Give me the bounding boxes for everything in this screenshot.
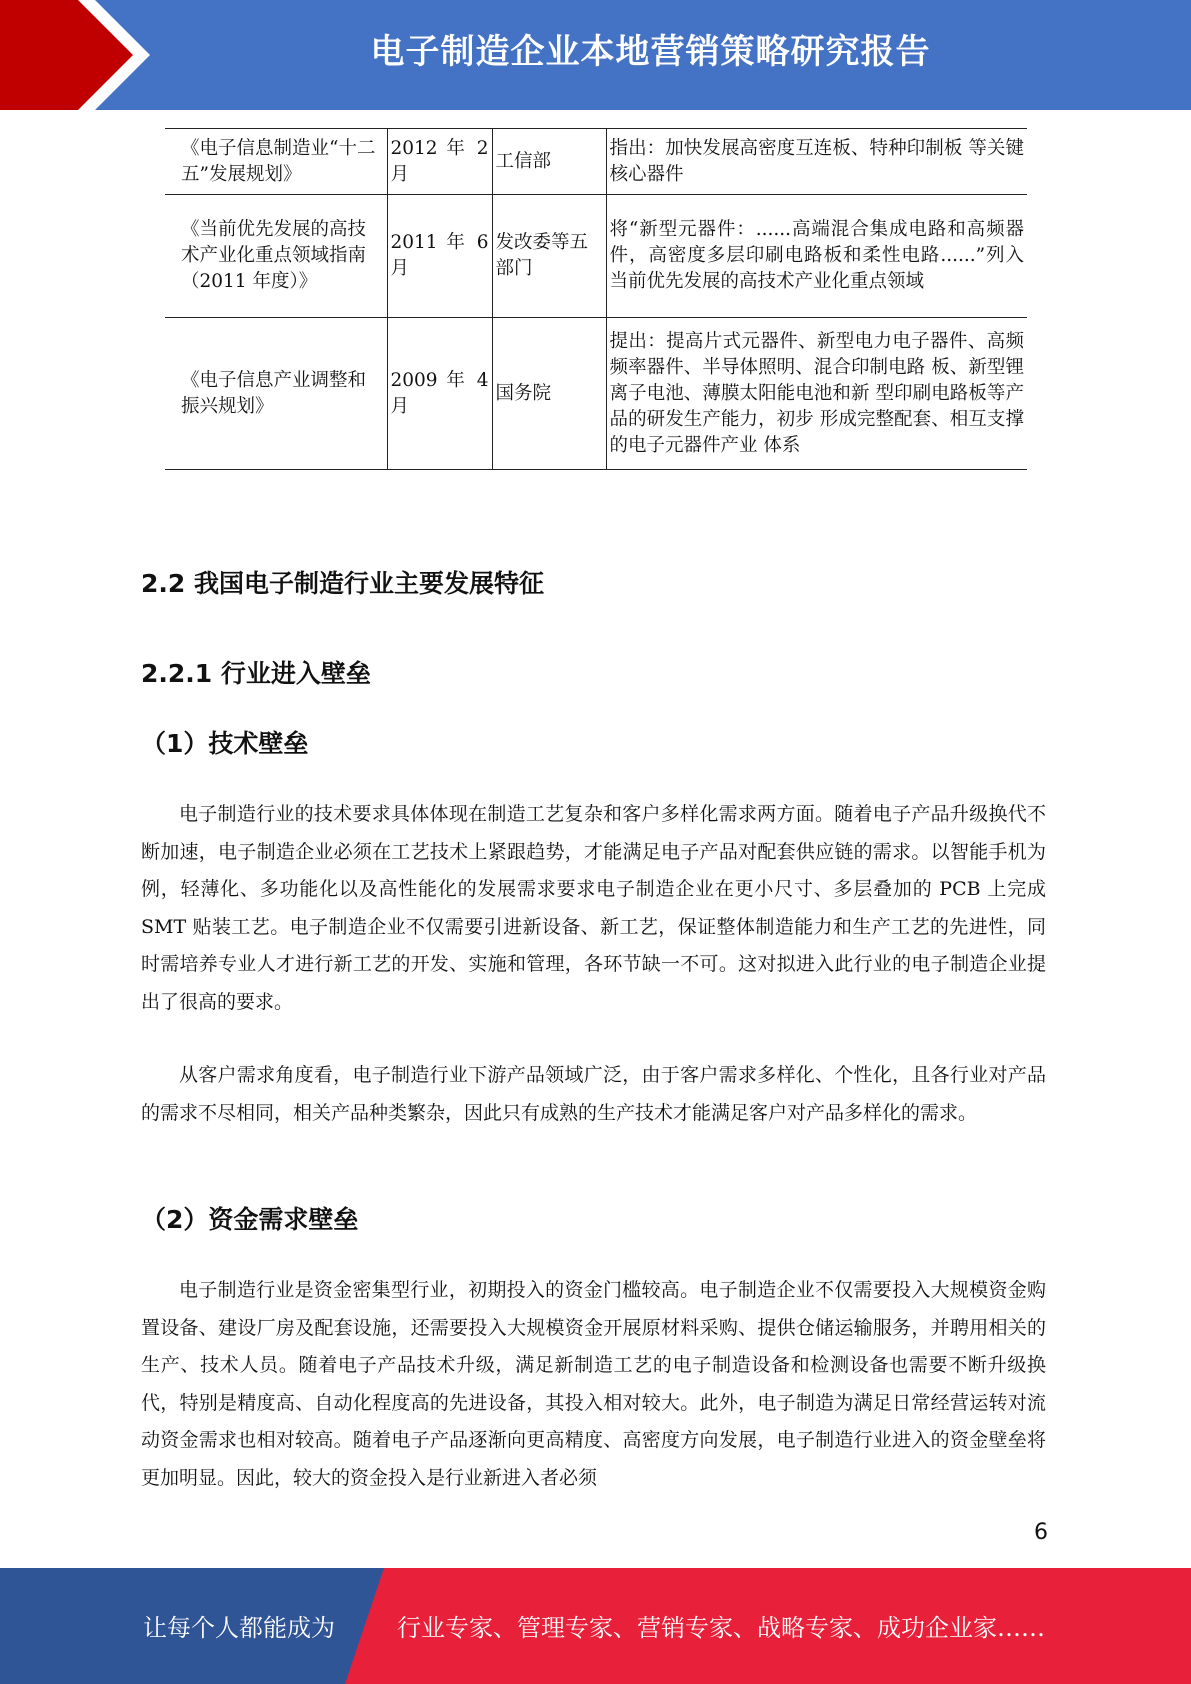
- policy-dept-cell: 工信部: [492, 129, 606, 195]
- policy-content-cell: 指出：加快发展高密度互连板、特种印制板 等关键核心器件: [606, 129, 1027, 195]
- page-number: 6: [1034, 1520, 1048, 1545]
- policy-name-cell: 《当前优先发展的高技术产业化重点领域指南（2011 年度）》: [165, 195, 387, 318]
- policy-content-cell: 将“新型元器件：......高端混合集成电路和高频器件，高密度多层印刷电路板和柔性电路......”列入当前优先发展的高技术产业化重点领域: [606, 195, 1027, 318]
- policy-content-cell: 提出：提高片式元器件、新型电力电子器件、高频频率器件、半导体照明、混合印制电路 板、新型锂离子电池、薄膜太阳能电池和新 型印刷电路板等产品的研发生产能力，初步 形成完整配套、相互支撑的电子元器件产业 体系: [606, 318, 1027, 470]
- policy-date-cell: 2009 年 4 月: [387, 318, 492, 470]
- paragraph-capital: 电子制造行业是资金密集型行业，初期投入的资金门槛较高。电子制造企业不仅需要投入大规模资金购置设备、建设厂房及配套设施，还需要投入大规模资金开展原材料采购、提供仓储运输服务，并聘用相关的生产、技术人员。随着电子产品技术升级，满足新制造工艺的电子制造设备和检测设备也需要不断升级换代，特别是精度高、自动化程度高的先进设备，其投入相对较大。此外，电子制造为满足日常经营运转对流动资金需求也相对较高。随着电子产品逐渐向更高精度、高密度方向发展，电子制造行业进入的资金壁垒将更加明显。因此，较大的资金投入是行业新进入者必须: [141, 1279, 1046, 1489]
- header-title: 电子制造企业本地营销策略研究报告: [370, 32, 931, 72]
- policy-name-cell: 《电子信息制造业“十二五”发展规划》: [165, 129, 387, 195]
- subheading-tech-barrier: （1）技术壁垒: [141, 729, 309, 758]
- table-row: [165, 195, 1027, 318]
- table-row: [165, 318, 1027, 470]
- policy-table: [165, 128, 1027, 470]
- table-row: [165, 129, 1027, 195]
- paragraph-tech-1: 电子制造行业的技术要求具体体现在制造工艺复杂和客户多样化需求两方面。随着电子产品升级换代不断加速，电子制造企业必须在工艺技术上紧跟趋势，才能满足电子产品对配套供应链的需求。以智能手机为例，轻薄化、多功能化以及高性能化的发展需求要求电子制造企业在更小尺寸、多层叠加的 PCB 上完成 SMT 贴装工艺。电子制造企业不仅需要引进新设备、新工艺，保证整体制造能力和生产工艺的先进性，同时需培养专业人才进行新工艺的开发、实施和管理，各环节缺一不可。这对拟进入此行业的电子制造企业提出了很高的要求。: [141, 803, 1046, 1013]
- policy-dept-cell: 发改委等五部门: [492, 195, 606, 318]
- paragraph-tech-2: 从客户需求角度看，电子制造行业下游产品领域广泛，由于客户需求多样化、个性化，且各行业对产品的需求不尽相同，相关产品种类繁杂，因此只有成熟的生产技术才能满足客户对产品多样化的需求。: [141, 1064, 1046, 1124]
- subheading-capital-barrier: （2）资金需求壁垒: [141, 1205, 359, 1234]
- policy-date-cell: 2011 年 6 月: [387, 195, 492, 318]
- section-heading: 2.2 我国电子制造行业主要发展特征: [141, 569, 544, 598]
- policy-name-cell: 《电子信息产业调整和振兴规划》: [165, 318, 387, 470]
- policy-date-cell: 2012 年 2 月: [387, 129, 492, 195]
- footer-slogan-right: 行业专家、管理专家、营销专家、战略专家、成功企业家……: [397, 1614, 1045, 1642]
- policy-dept-cell: 国务院: [492, 318, 606, 470]
- page-footer: [0, 1568, 1191, 1684]
- footer-slogan-left: 让每个人都能成为: [143, 1614, 335, 1642]
- subsection-heading: 2.2.1 行业进入壁垒: [141, 659, 371, 688]
- page-header: [0, 0, 1191, 110]
